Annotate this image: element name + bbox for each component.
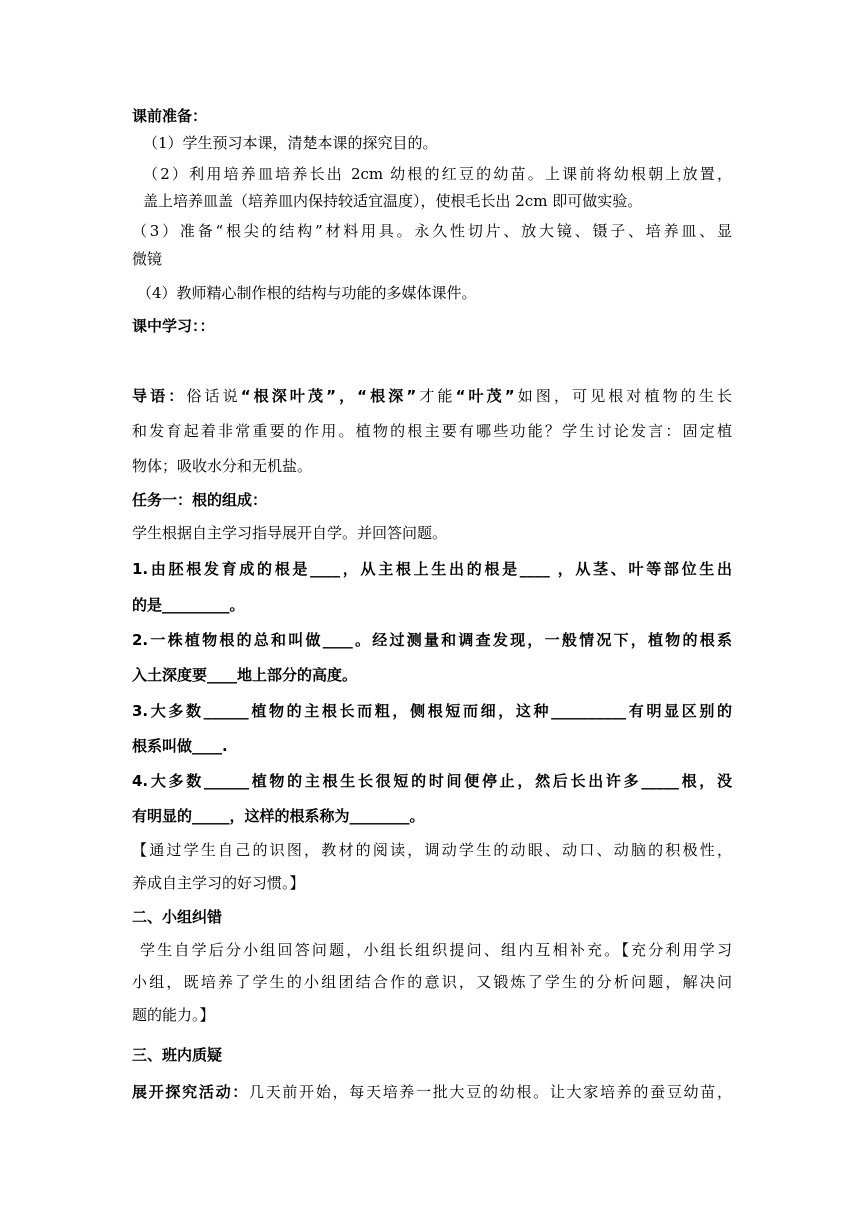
- task1-note-line-2: 养成自主学习的好习惯。】: [132, 874, 305, 892]
- question-2-line-1: 2.一株植物根的总和叫做____。经过测量和调查发现，一般情况下，植物的根系: [132, 631, 732, 649]
- section-3-line-1: [132, 1082, 732, 1102]
- intro-line-2: 和发育起着非常重要的作用。植物的根主要有哪些功能？学生讨论发言：固定植: [132, 422, 732, 440]
- intro-quote-b: “叶茂”: [455, 387, 515, 405]
- prep-item-2-line-1: （2）利用培养皿培养长出 2cm 幼根的红豆的幼苗。上课前将幼根朝上放置，: [143, 165, 732, 183]
- question-3-line-1: 3.大多数______植物的主根长而粗，侧根短而细，这种__________有明显区别的: [132, 702, 732, 720]
- task1-note-line-1: 【通过学生自己的识图，教材的阅读，调动学生的动眼、动口、动脑的积极性，: [132, 841, 732, 859]
- prep-item-2-line-2: 盖上培养皿盖（培养皿内保持较适宜温度），使根毛长出 2cm 即可做实验。: [143, 192, 643, 210]
- section-2-line-1: 学生自学后分小组回答问题，小组长组织提问、组内互相补充。【充分利用学习: [140, 941, 732, 959]
- activity-label: 展开探究活动：: [132, 1083, 249, 1101]
- question-4-line-2: 有明显的_____，这样的根系称为________。: [132, 807, 425, 825]
- intro-label: 导语：: [132, 387, 187, 405]
- intro-text-c: 如图，可见根对植物的生长: [514, 387, 732, 405]
- question-4-line-1: 4.大多数______植物的主根生长很短的时间便停止，然后长出许多_____根，没: [132, 772, 732, 790]
- question-3-line-2: 根系叫做____.: [132, 737, 228, 755]
- section-3-heading: 三、班内质疑: [132, 1046, 223, 1064]
- section-2-heading: 二、小组纠错: [132, 908, 223, 926]
- question-1-line-1: 1.由胚根发育成的根是____，从主根上生出的根是____ ，从茎、叶等部位生出: [132, 560, 732, 578]
- section-2-line-2: 小组，既培养了学生的小组团结合作的意识，又锻炼了学生的分析问题，解决问: [132, 973, 732, 991]
- intro-text-b: 才能: [416, 387, 456, 405]
- task1-description: 学生根据自主学习指导展开自学。并回答问题。: [132, 524, 448, 542]
- learn-heading: 课中学习：：: [132, 317, 215, 335]
- question-2-line-2: 入土深度要____地上部分的高度。: [132, 666, 358, 684]
- intro-quote-a: “根深叶茂”，“根深”: [240, 387, 417, 405]
- prep-item-4: （4）教师精心制作根的结构与功能的多媒体课件。: [137, 284, 477, 302]
- intro-line-1: [132, 386, 732, 406]
- prep-item-1: （1）学生预习本课，清楚本课的探究目的。: [143, 134, 438, 152]
- intro-text-a: 俗话说: [186, 387, 241, 405]
- prep-item-3-line-2: 微镜: [132, 250, 163, 268]
- prep-heading: 课前准备：: [132, 107, 208, 125]
- section-2-line-3: 题的能力。】: [132, 1006, 215, 1024]
- activity-text: 几天前开始，每天培养一批大豆的幼根。让大家培养的蚕豆幼苗，: [249, 1083, 732, 1101]
- intro-line-3: 物体；吸收水分和无机盐。: [132, 457, 313, 475]
- task1-heading: 任务一：根的组成：: [132, 491, 268, 509]
- question-1-line-2: 的是_________。: [132, 596, 245, 614]
- prep-item-3-line-1: （3）准备“根尖的结构”材料用具。永久性切片、放大镜、镊子、培养皿、显: [132, 222, 732, 240]
